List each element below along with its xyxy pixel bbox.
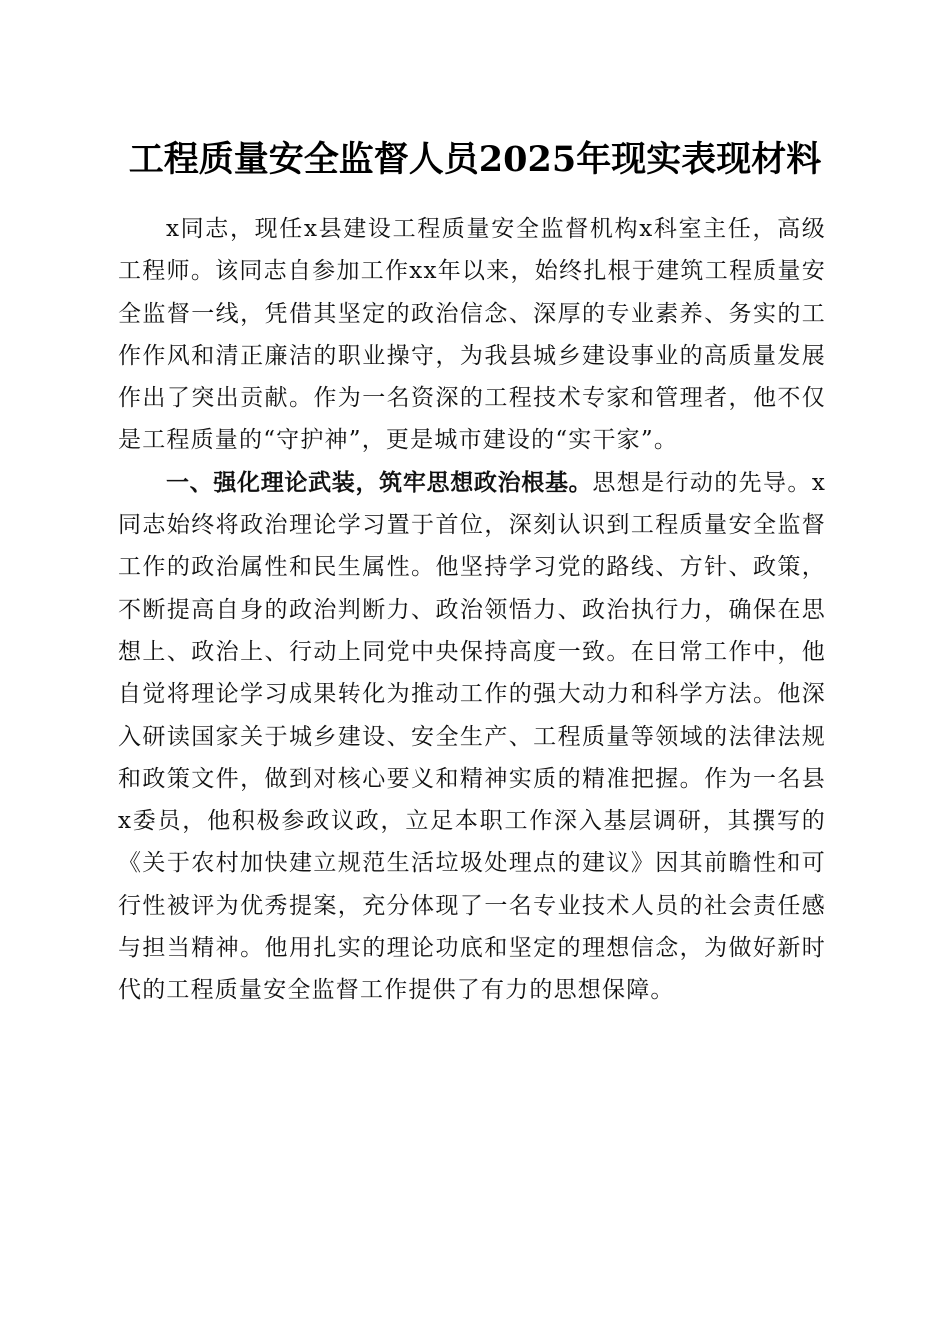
document-title: 工程质量安全监督人员2025年现实表现材料	[128, 139, 822, 180]
section-1-text: 思想是行动的先导。x同志始终将政治理论学习置于首位，深刻认识到工程质量安全监督工作的政治属性和民生属性。他坚持学习党的路线、方针、政策，不断提高自身的政治判断力、政治领悟力、政治执行力，确保在思想上、政治上、行动上同党中央保持高度一致。在日常工作中，他自觉将理论学习成果转化为推动工作的强大动力和科学方法。他深入研读国家关于城乡建设、安全生产、工程质量等领域的法律法规和政策文件，做到对核心要义和精神实质的精准把握。作为一名县x委员，他积极参政议政，立足本职工作深入基层调研，其撰写的《关于农村加快建立规范生活垃圾处理点的建议》因其前瞻性和可行性被评为优秀提案，充分体现了一名专业技术人员的社会责任感与担当精神。他用扎实的理论功底和坚定的理想信念，为做好新时代的工程质量安全监督工作提供了有力的思想保障。	[118, 469, 826, 1004]
paragraph-section-1	[118, 462, 826, 1012]
document-body	[118, 208, 826, 1012]
section-1-heading: 一、强化理论武装，筑牢思想政治根基。	[166, 469, 593, 496]
paragraph-intro-text: x同志，现任x县建设工程质量安全监督机构x科室主任，高级工程师。该同志自参加工作xx年以来，始终扎根于建筑工程质量安全监督一线，凭借其坚定的政治信念、深厚的专业素养、务实的工作作风和清正廉洁的职业操守，为我县城乡建设事业的高质量发展作出了突出贡献。作为一名资深的工程技术专家和管理者，他不仅是工程质量的“守护神”，更是城市建设的“实干家”。	[118, 216, 826, 454]
paragraph-intro	[118, 208, 826, 462]
